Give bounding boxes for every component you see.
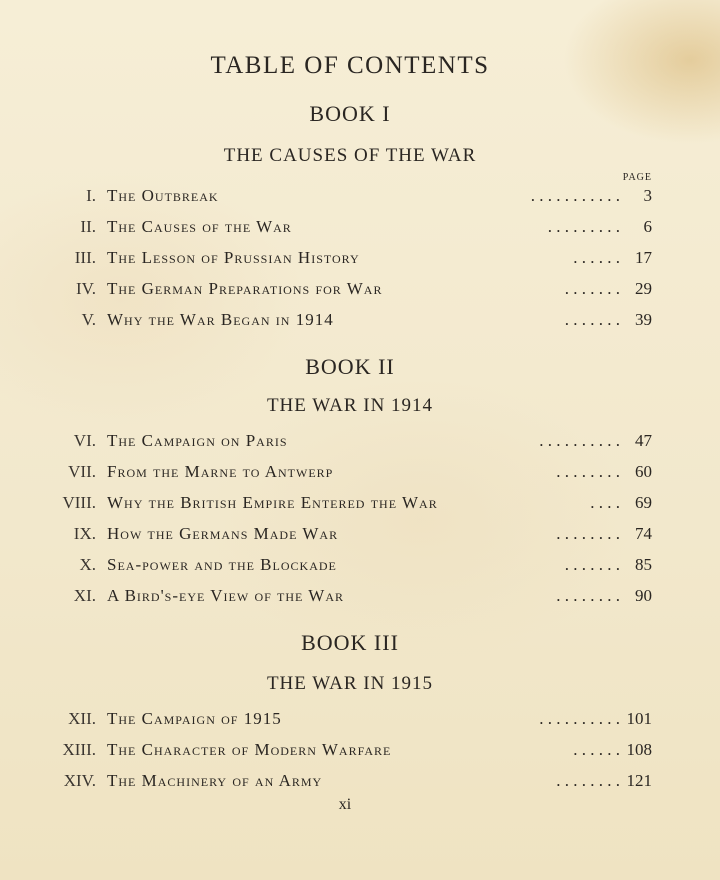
chapter-title: The Outbreak	[107, 186, 219, 205]
chapter-title: The Causes of the War	[107, 217, 292, 236]
page-column-header: PAGE	[622, 172, 652, 183]
chapter-number: I.	[86, 186, 96, 205]
chapter-title: The Character of Modern Warfare	[107, 740, 392, 759]
page-title: TABLE OF CONTENTS	[210, 52, 490, 79]
page-number: 74	[635, 524, 652, 543]
chapter-title: Sea-power and the Blockade	[107, 555, 337, 574]
chapter-title: The Campaign of 1915	[107, 709, 282, 728]
page-number: 121	[626, 771, 652, 790]
toc-entry[interactable]	[0, 586, 720, 612]
page-number: 90	[635, 586, 652, 605]
chapter-title: From the Marne to Antwerp	[107, 462, 334, 481]
dot-leader: . . . . . . . .	[556, 462, 620, 481]
book-subtitle: THE WAR IN 1914	[266, 395, 434, 416]
page-number: 69	[635, 493, 652, 512]
chapter-number: XIII.	[62, 740, 96, 759]
dot-leader: . . . . . . . . .	[547, 217, 620, 236]
toc-entry[interactable]	[0, 493, 720, 519]
chapter-number: VII.	[68, 462, 96, 481]
chapter-title: Why the War Began in 1914	[107, 310, 334, 329]
page-number: 101	[626, 709, 652, 728]
toc-entry[interactable]	[0, 248, 720, 274]
folio-page-number: xi	[338, 796, 352, 813]
chapter-number: XII.	[68, 709, 96, 728]
page-number: 29	[635, 279, 652, 298]
page-number: 17	[635, 248, 652, 267]
page-number: 6	[643, 217, 652, 236]
dot-leader: . . . . . . .	[564, 555, 620, 574]
page-number: 60	[635, 462, 652, 481]
toc-entry[interactable]	[0, 555, 720, 581]
chapter-title: The Lesson of Prussian History	[107, 248, 360, 267]
chapter-number: IX.	[73, 524, 96, 543]
book-heading: BOOK I	[309, 101, 391, 126]
book-subtitle: THE CAUSES OF THE WAR	[223, 145, 477, 166]
dot-leader: . . . . . .	[573, 248, 620, 267]
toc-entry[interactable]	[0, 217, 720, 243]
chapter-number: VI.	[73, 431, 96, 450]
page-number: 3	[643, 186, 652, 205]
chapter-title: The Machinery of an Army	[107, 771, 323, 790]
chapter-number: V.	[81, 310, 96, 329]
chapter-number: VIII.	[62, 493, 96, 512]
chapter-number: X.	[79, 555, 96, 574]
chapter-number: III.	[74, 248, 96, 267]
chapter-number: IV.	[76, 279, 96, 298]
toc-entry[interactable]	[0, 462, 720, 488]
dot-leader: . . . . . . . . . .	[539, 431, 620, 450]
page-number: 39	[635, 310, 652, 329]
toc-entry[interactable]	[0, 431, 720, 457]
dot-leader: . . . . . . . .	[556, 586, 620, 605]
dot-leader: . . . . . . .	[564, 279, 620, 298]
chapter-title: A Bird's-eye View of the War	[107, 586, 345, 605]
page-number: 85	[635, 555, 652, 574]
book-subtitle: THE WAR IN 1915	[266, 673, 434, 694]
dot-leader: . . . . . . . . . .	[539, 709, 620, 728]
chapter-number: XI.	[73, 586, 96, 605]
page-number: 47	[635, 431, 652, 450]
chapter-title: Why the British Empire Entered the War	[107, 493, 438, 512]
chapter-number: II.	[80, 217, 96, 236]
toc-entry[interactable]	[0, 709, 720, 735]
toc-entry[interactable]	[0, 771, 720, 797]
dot-leader: . . . . . . .	[564, 310, 620, 329]
toc-entry[interactable]	[0, 740, 720, 766]
dot-leader: . . . . . . . . . . .	[530, 186, 620, 205]
chapter-title: How the Germans Made War	[107, 524, 339, 543]
page-number: 108	[626, 740, 652, 759]
dot-leader: . . . . . .	[573, 740, 620, 759]
chapter-title: The Campaign on Paris	[107, 431, 288, 450]
book-heading: BOOK III	[301, 630, 399, 655]
toc-entry[interactable]	[0, 279, 720, 305]
dot-leader: . . . . . . . .	[556, 524, 620, 543]
toc-entry[interactable]	[0, 524, 720, 550]
chapter-number: XIV.	[63, 771, 96, 790]
dot-leader: . . . . . . . .	[556, 771, 620, 790]
toc-entry[interactable]	[0, 186, 720, 212]
toc-entry[interactable]	[0, 310, 720, 336]
book-heading: BOOK II	[305, 354, 395, 379]
chapter-title: The German Preparations for War	[107, 279, 383, 298]
dot-leader: . . . .	[590, 493, 620, 512]
